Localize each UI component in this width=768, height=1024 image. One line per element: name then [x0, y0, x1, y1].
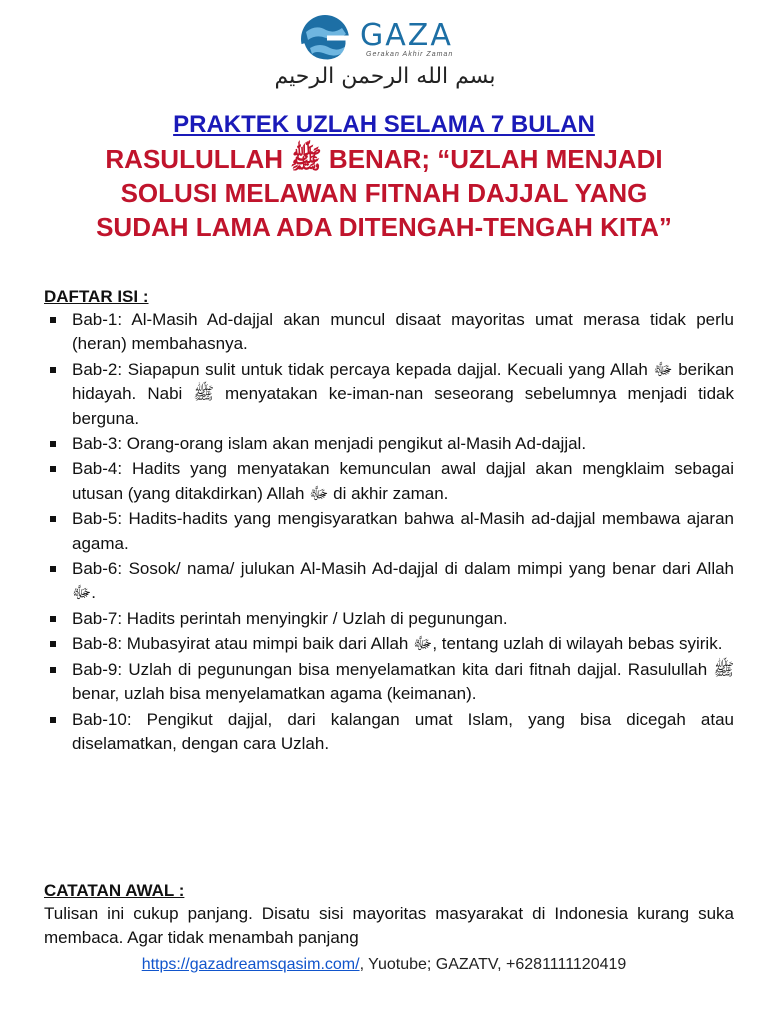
toc-item — [44, 607, 734, 631]
title-line-3: SOLUSI MELAWAN FITNAH DAJJAL YANG — [120, 178, 648, 208]
logo-tagline: Gerakan Akhir Zaman — [366, 50, 454, 58]
toc-item-text: Bab-1: Al-Masih Ad-dajjal akan muncul disaat mayoritas umat merasa tidak perlu (heran) membahasnya. — [72, 310, 734, 354]
square-bullet-icon — [50, 566, 56, 572]
toc-item-text: Bab-3: Orang-orang islam akan menjadi pengikut al-Masih Ad-dajjal. — [72, 434, 587, 454]
notes-heading: CATATAN AWAL : — [44, 881, 185, 900]
square-bullet-icon — [50, 616, 56, 622]
toc-item-text: Bab-9: Uzlah di pegunungan bisa menyelamatkan kita dari fitnah dajjal. Rasulullah ﷺ benar, uzlah bisa menyelamatkan agama (keimanan). — [72, 659, 734, 704]
title-line-1: PRAKTEK UZLAH SELAMA 7 BULAN — [173, 111, 595, 138]
toc-item-text: Bab-10: Pengikut dajjal, dari kalangan umat Islam, yang bisa dicegah atau diselamatkan, dengan cara Uzlah. — [72, 709, 734, 753]
notes-section — [44, 880, 734, 950]
square-bullet-icon — [50, 441, 56, 447]
toc-item — [44, 632, 734, 656]
toc-item — [44, 708, 734, 757]
table-of-contents — [44, 286, 734, 757]
toc-item — [44, 507, 734, 556]
notes-paragraph: Tulisan ini cukup panjang. Disatu sisi mayoritas masyarakat di Indonesia kurang suka membaca. Agar tidak menambah panjang — [44, 904, 734, 947]
logo — [296, 10, 476, 68]
square-bullet-icon — [50, 641, 56, 647]
title-line-2: RASULULLAH ﷺ BENAR; “UZLAH MENJADI — [105, 144, 663, 174]
globe-logo-icon — [296, 10, 358, 68]
toc-item — [44, 358, 734, 431]
title-line-4: SUDAH LAMA ADA DITENGAH-TENGAH KITA” — [96, 212, 672, 242]
toc-item — [44, 308, 734, 357]
toc-heading: DAFTAR ISI : — [44, 287, 149, 306]
square-bullet-icon — [50, 466, 56, 472]
website-link[interactable]: https://gazadreamsqasim.com/ — [141, 956, 360, 973]
toc-item-text: Bab-7: Hadits perintah menyingkir / Uzlah di pegunungan. — [72, 608, 508, 628]
toc-item — [44, 557, 734, 606]
toc-list — [44, 308, 734, 756]
square-bullet-icon — [50, 367, 56, 373]
logo-name: GAZA — [360, 17, 453, 53]
basmala-calligraphy: بسم الله الرحمن الرحيم — [274, 64, 496, 89]
square-bullet-icon — [50, 667, 56, 673]
toc-item — [44, 658, 734, 707]
toc-item-text: Bab-5: Hadits-hadits yang mengisyaratkan bahwa al-Masih ad-dajjal membawa ajaran agama. — [72, 509, 734, 553]
document-title — [40, 108, 728, 244]
square-bullet-icon — [50, 317, 56, 323]
toc-item-text: Bab-4: Hadits yang menyatakan kemunculan awal dajjal akan mengklaim sebagai utusan (yang ditakdirkan) Allah ﷻ di akhir zaman. — [72, 459, 734, 503]
toc-item-text: Bab-6: Sosok/ nama/ julukan Al-Masih Ad-dajjal di dalam mimpi yang benar dari Allah ﷻ. — [72, 559, 734, 603]
footer — [0, 956, 768, 974]
square-bullet-icon — [50, 717, 56, 723]
toc-item-text: Bab-2: Siapapun sulit untuk tidak percaya kepada dajjal. Kecuali yang Allah ﷻ berikan hidayah. Nabi ﷺ menyatakan ke-iman-nan seseorang sebelumnya menjadi tidak berguna. — [72, 359, 734, 428]
toc-item — [44, 432, 734, 456]
toc-item-text: Bab-8: Mubasyirat atau mimpi baik dari Allah ﷻ, tentang uzlah di wilayah bebas syirik. — [72, 634, 723, 654]
footer-contact: , Yuotube; GAZATV, +6281111120419 — [359, 956, 627, 973]
square-bullet-icon — [50, 516, 56, 522]
toc-item — [44, 457, 734, 506]
